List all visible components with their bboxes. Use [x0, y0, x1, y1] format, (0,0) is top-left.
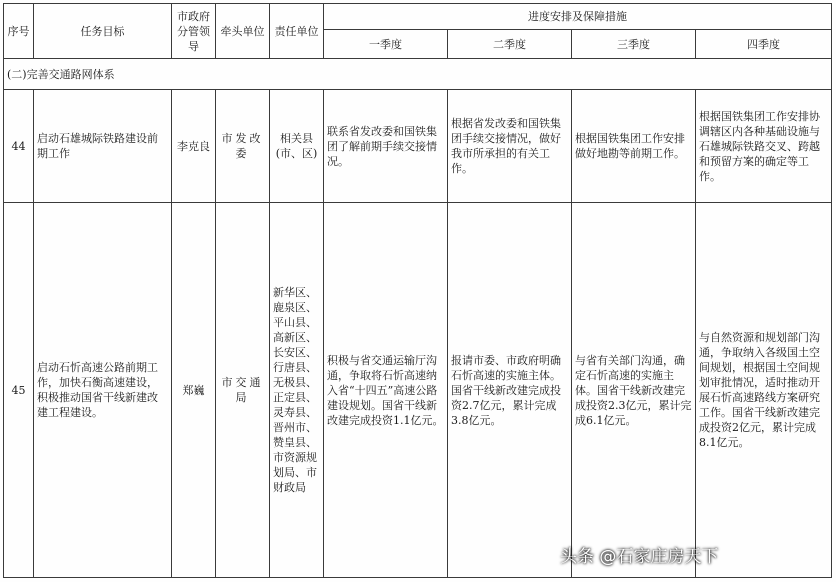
header-q4: 四季度: [696, 30, 832, 59]
cell-seq: 44: [4, 90, 34, 203]
cell-lead-unit: 市交通局: [216, 203, 270, 578]
cell-resp-unit: 相关县(市、区): [270, 90, 324, 203]
header-task: 任务目标: [34, 4, 172, 59]
header-resp-unit: 责任单位: [270, 4, 324, 59]
table-row: [4, 203, 832, 578]
cell-q1: 联系省发改委和国铁集团了解前期手续交接情况。: [324, 90, 448, 203]
header-q2: 二季度: [448, 30, 572, 59]
cell-q3: 与省有关部门沟通，确定石忻高速的实施主体。国省干线新改建完成投资2.3亿元，累计完成6.1亿元。: [572, 203, 696, 578]
cell-resp-unit: 新华区、鹿泉区、平山县、高新区、长安区、行唐县、无极县、正定县、灵寿县、晋州市、赞皇县、市资源规划局、市财政局: [270, 203, 324, 578]
header-progress: 进度安排及保障措施: [324, 4, 832, 30]
section-row: [4, 59, 832, 90]
cell-task: 启动石雄城际铁路建设前期工作: [34, 90, 172, 203]
header-seq: 序号: [4, 4, 34, 59]
header-q1: 一季度: [324, 30, 448, 59]
section-title: (二)完善交通路网体系: [4, 59, 832, 90]
cell-seq: 45: [4, 203, 34, 578]
cell-q3: 根据国铁集团工作安排做好地勘等前期工作。: [572, 90, 696, 203]
cell-q2: 根据省发改委和国铁集团手续交接情况，做好我市所承担的有关工作。: [448, 90, 572, 203]
cell-lead-unit: 市发改委: [216, 90, 270, 203]
cell-task: 启动石忻高速公路前期工作，加快石衡高速建设，积极推动国省干线新建改建工程建设。: [34, 203, 172, 578]
cell-leader: 李克良: [172, 90, 216, 203]
cell-leader: 郑巍: [172, 203, 216, 578]
cell-q4: 根据国铁集团工作安排协调辖区内各种基础设施与石雄城际铁路交叉、跨越和预留方案的确定等工作。: [696, 90, 832, 203]
header-lead-unit: 牵头单位: [216, 4, 270, 59]
cell-q4: 与自然资源和规划部门沟通，争取纳入各级国土空间规划，根据国土空间规划审批情况，适时推动开展石忻高速路线方案研究工作。国省干线新改建完成投资2亿元，累计完成8.1亿元。: [696, 203, 832, 578]
header-q3: 三季度: [572, 30, 696, 59]
cell-q1: 积极与省交通运输厅沟通，争取将石忻高速纳入省“十四五”高速公路建设规划。国省干线新改建完成投资1.1亿元。: [324, 203, 448, 578]
task-plan-table: [3, 3, 832, 578]
table-row: [4, 90, 832, 203]
source-watermark: 头条 @石家庄房天下: [560, 547, 719, 567]
cell-q2: 报请市委、市政府明确石忻高速的实施主体。国省干线新改建完成投资2.7亿元，累计完成3.8亿元。: [448, 203, 572, 578]
header-leader: 市政府分管领导: [172, 4, 216, 59]
header-row: [4, 4, 832, 30]
